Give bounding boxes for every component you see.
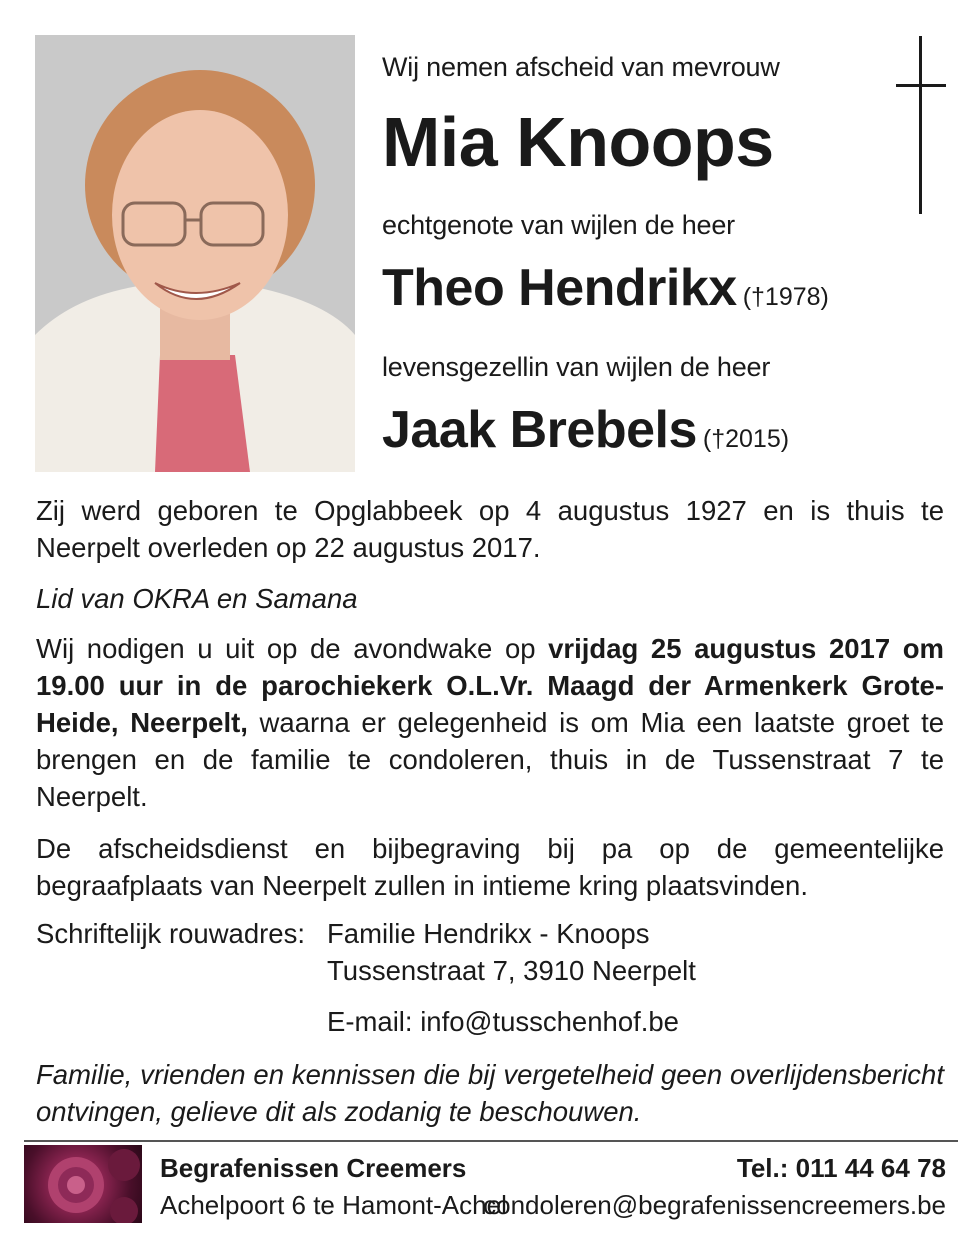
closing-note: Familie, vrienden en kennissen die bij vergetelheid geen overlijdensbericht ontvingen, gelieve dit als zodanig te beschouwen. <box>36 1059 944 1127</box>
service-paragraph: De afscheidsdienst en bijbegraving bij pa op de gemeentelijke begraafplaats van Neerpelt zullen in intieme kring plaatsvinden. <box>36 833 944 901</box>
contact-email: E-mail: info@tusschenhof.be <box>327 1006 679 1037</box>
address-street: Tussenstraat 7, 3910 Neerpelt <box>327 955 696 986</box>
funeral-home-phone: Tel.: 011 44 64 78 <box>736 1153 946 1183</box>
footer-divider <box>24 1140 958 1142</box>
rose-image <box>24 1145 142 1223</box>
partner-name: Jaak Brebels <box>382 401 697 459</box>
partner-intro: levensgezellin van wijlen de heer <box>382 352 771 382</box>
funeral-home-email: condoleren@begrafenissencreemers.be <box>483 1190 946 1220</box>
funeral-home-address: Achelpoort 6 te Hamont-Achel <box>160 1190 507 1220</box>
birth-paragraph: Zij werd geboren te Opglabbeek op 4 augustus 1927 en is thuis te Neerpelt overleden op 22 augustus 2017. <box>36 495 944 563</box>
invitation-paragraph <box>36 630 944 815</box>
invitation-text-end: waarna er gelegenheid is om Mia een laatste groet te brengen en de familie te condoleren, thuis in de Tussenstraat 7 te Neerpelt. <box>36 707 944 812</box>
partner-year: (†2015) <box>702 425 790 453</box>
cross-icon <box>896 36 946 214</box>
membership-line: Lid van OKRA en Samana <box>36 583 358 614</box>
funeral-home-name: Begrafenissen Creemers <box>160 1153 467 1183</box>
spouse-name: Theo Hendrikx <box>382 259 737 317</box>
invitation-details: vrijdag 25 augustus 2017 om 19.00 uur in de parochiekerk O.L.Vr. Maagd der Armenkerk Grote-Heide, Neerpelt, <box>36 633 944 738</box>
spouse-intro: echtgenote van wijlen de heer <box>382 210 735 240</box>
portrait-photo <box>35 35 355 472</box>
address-name: Familie Hendrikx - Knoops <box>327 918 650 949</box>
deceased-name: Mia Knoops <box>382 103 774 181</box>
intro-line: Wij nemen afscheid van mevrouw <box>382 52 780 82</box>
spouse-year: (†1978) <box>742 283 829 311</box>
spouse-line <box>382 258 829 318</box>
address-label: Schriftelijk rouwadres: <box>36 918 305 949</box>
invitation-text: Wij nodigen u uit op de avondwake op <box>36 633 549 664</box>
partner-line <box>382 400 789 460</box>
